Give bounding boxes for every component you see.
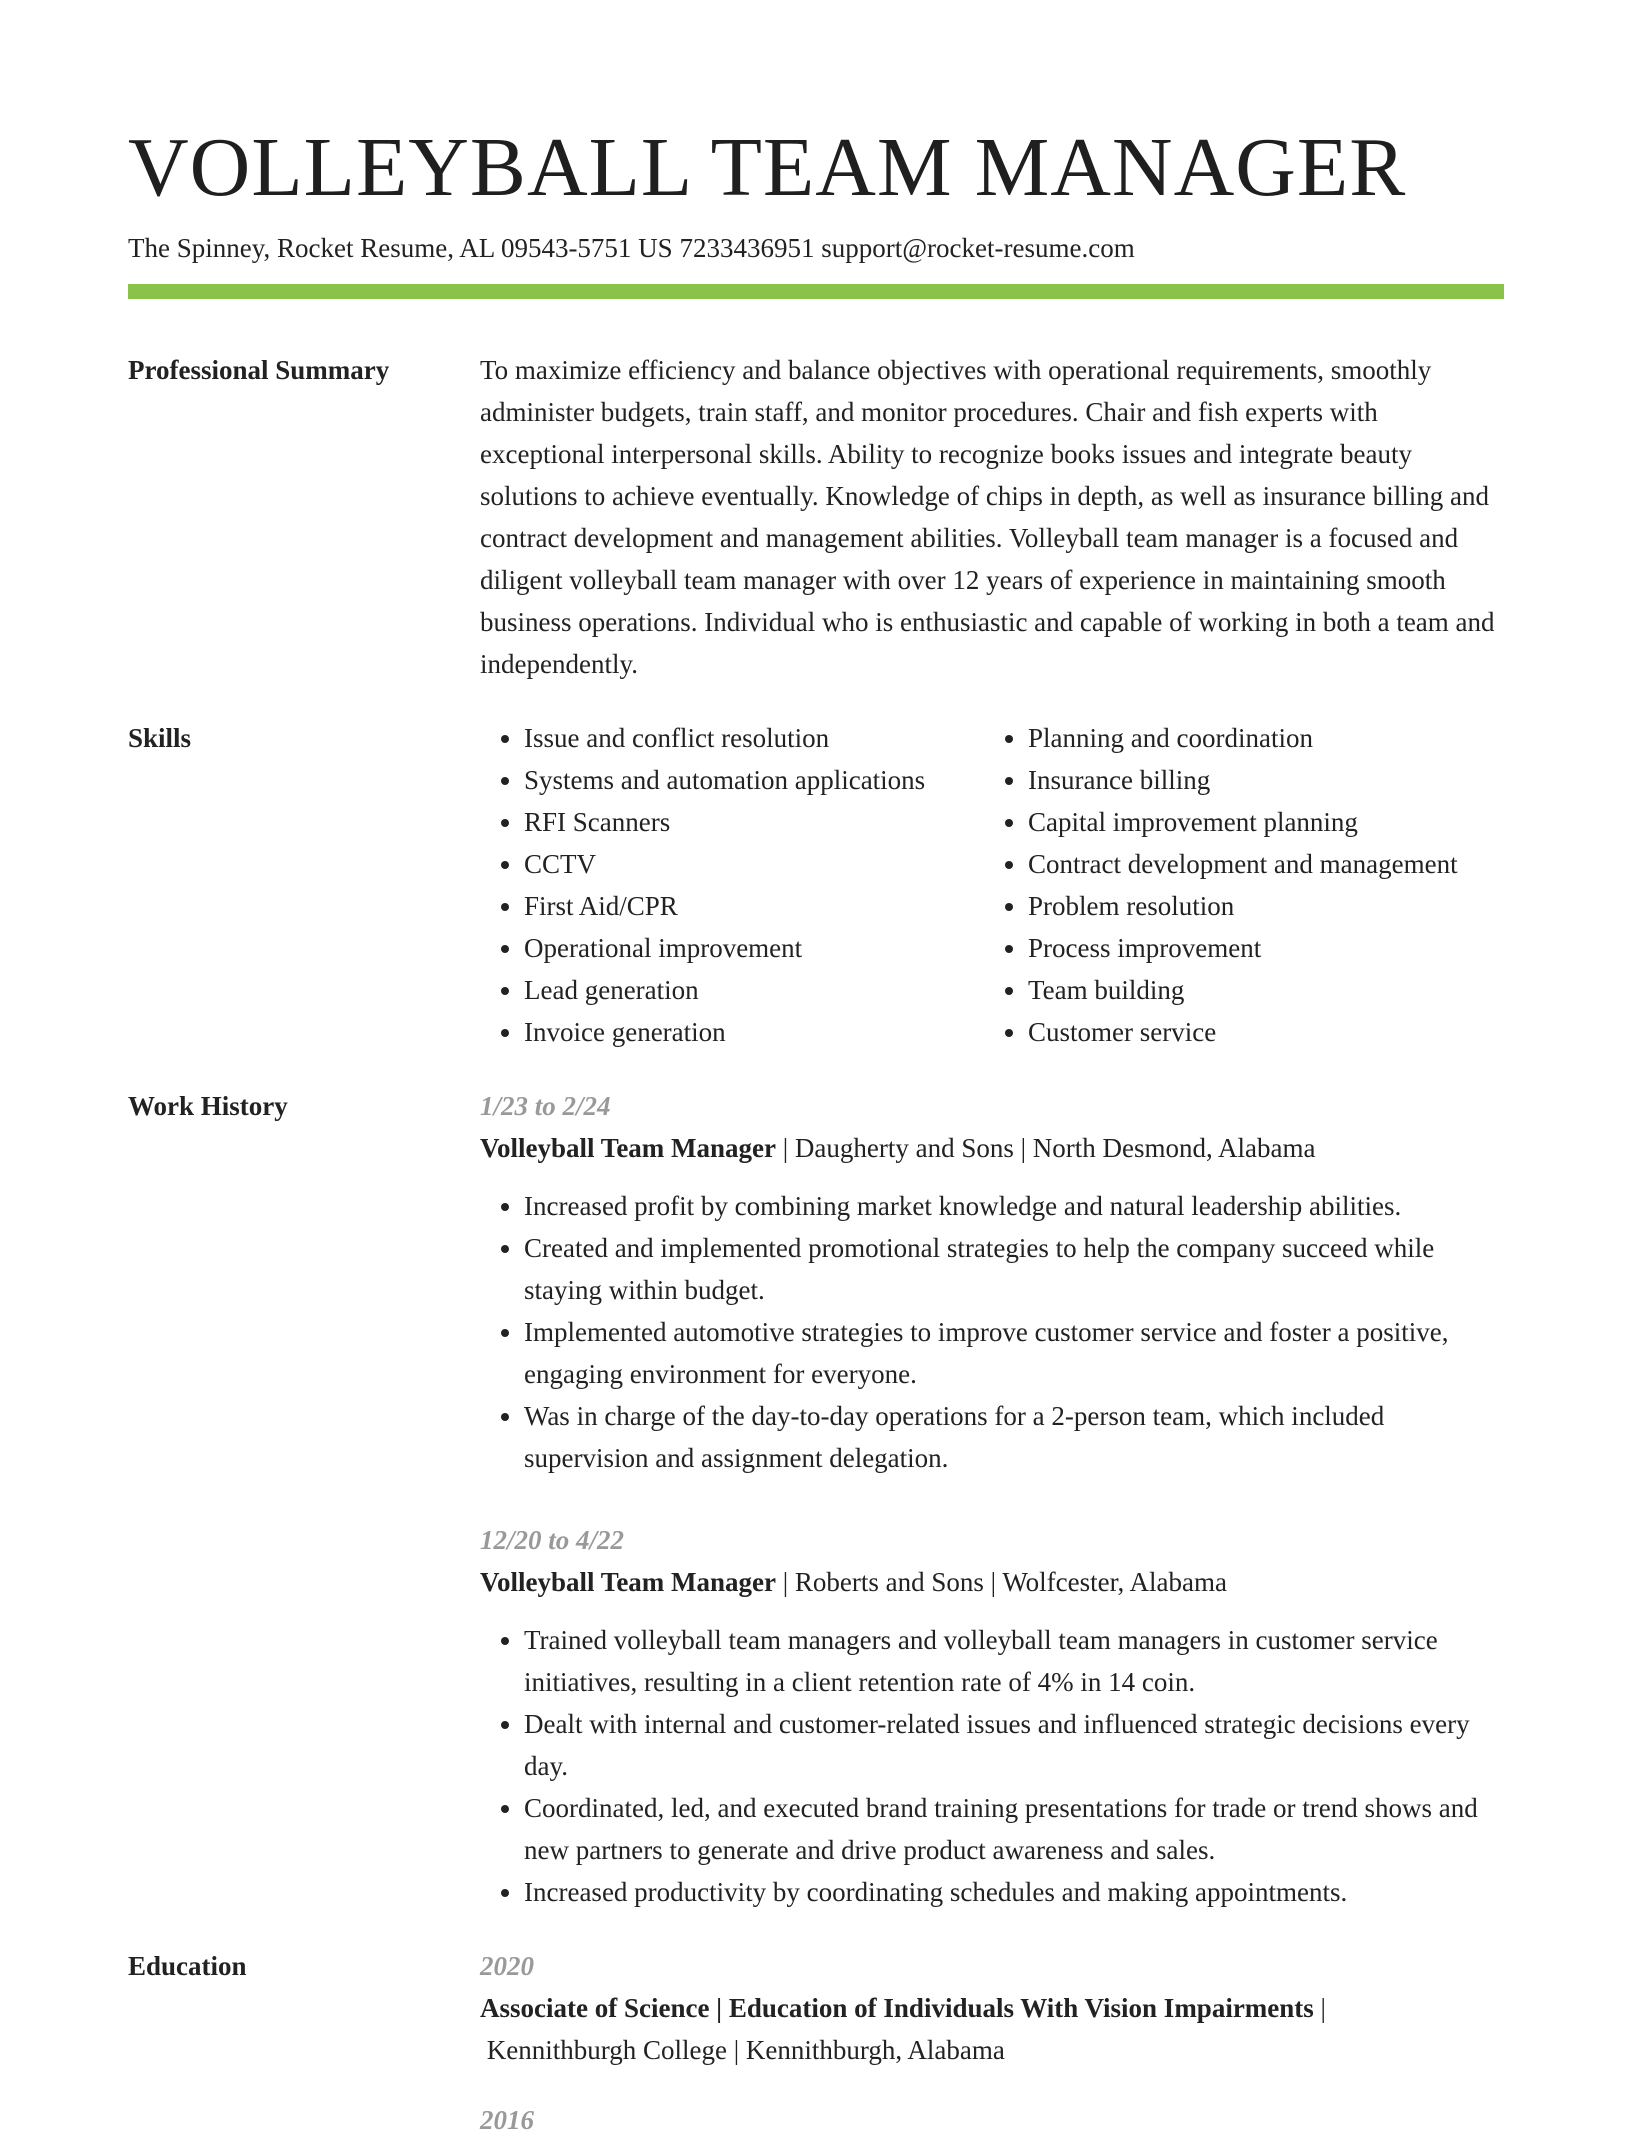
work-history-section	[128, 1085, 1504, 1913]
job-bullet: • Increased productivity by coordinating schedules and making appointments.	[524, 1871, 1504, 1913]
summary-heading: Professional Summary	[128, 355, 390, 385]
skill-item: • Team building	[1028, 969, 1488, 1011]
skill-item: • Invoice generation	[524, 1011, 984, 1053]
job-details: | Roberts and Sons | Wolfcester, Alabama	[776, 1567, 1227, 1597]
skills-section	[128, 717, 1504, 1053]
work-history-list	[480, 1085, 1504, 1913]
contact-line: The Spinney, Rocket Resume, AL 09543-5751 US 7233436951 support@rocket-resume.com	[128, 233, 1135, 263]
education-degree-line	[480, 1987, 1504, 2029]
job-bullet: • Trained volleyball team managers and volleyball team managers in customer service initiatives, resulting in a client retention rate of 4% in 14 coin.	[524, 1619, 1504, 1703]
skill-item: • First Aid/CPR	[524, 885, 984, 927]
education-separator: |	[1313, 1993, 1326, 2023]
job-dates: 1/23 to 2/24	[480, 1091, 611, 1121]
education-year: 2016	[480, 2105, 534, 2135]
skill-item: • Process improvement	[1028, 927, 1488, 969]
job-bullet: • Dealt with internal and customer-related issues and influenced strategic decisions every day.	[524, 1703, 1504, 1787]
summary-section	[128, 349, 1504, 685]
job-entry	[480, 1085, 1504, 1479]
education-school: Kennithburgh College | Kennithburgh, Alabama	[486, 2035, 1005, 2065]
skill-item: • Customer service	[1028, 1011, 1488, 1053]
resume-page	[128, 0, 1504, 2141]
education-year: 2020	[480, 1951, 534, 1981]
job-bullet: • Implemented automotive strategies to improve customer service and foster a positive, engaging environment for everyone.	[524, 1311, 1504, 1395]
skill-item: • CCTV	[524, 843, 984, 885]
skill-item: • Insurance billing	[1028, 759, 1488, 801]
job-bullet: • Coordinated, led, and executed brand training presentations for trade or trend shows and new partners to generate and drive product awareness and sales.	[524, 1787, 1504, 1871]
education-degree: Associate of Science | Education of Individuals With Vision Impairments	[480, 1993, 1314, 2023]
skill-item: • Lead generation	[524, 969, 984, 1011]
skill-item: • Problem resolution	[1028, 885, 1488, 927]
skill-item: • Contract development and management	[1028, 843, 1488, 885]
education-heading: Education	[128, 1951, 247, 1981]
skills-heading: Skills	[128, 723, 192, 753]
summary-text: To maximize efficiency and balance objectives with operational requirements, smoothly administer budgets, train staff, and monitor procedures. Chair and fish experts with exceptional interpersonal skills. Ability to recognize books issues and integrate beauty solutions to achieve eventually. Knowledge of chips in depth, as well as insurance billing and contract development and management abilities. Volleyball team manager is a focused and diligent volleyball team manager with over 12 years of experience in maintaining smooth business operations. Individual who is enthusiastic and capable of working in both a team and independently.	[480, 355, 1495, 679]
skill-item: • Capital improvement planning	[1028, 801, 1488, 843]
job-title-line	[480, 1127, 1504, 1169]
job-bullet: • Increased profit by combining market knowledge and natural leadership abilities.	[524, 1185, 1504, 1227]
skill-item: • Operational improvement	[524, 927, 984, 969]
job-details: | Daugherty and Sons | North Desmond, Alabama	[776, 1133, 1316, 1163]
job-bullet: • Created and implemented promotional strategies to help the company succeed while staying within budget.	[524, 1227, 1504, 1311]
job-role: Volleyball Team Manager	[480, 1567, 777, 1597]
skills-list	[480, 717, 1504, 1053]
job-role: Volleyball Team Manager	[480, 1133, 777, 1163]
header-divider	[128, 284, 1504, 299]
resume-title: VOLLEYBALL TEAM MANAGER	[128, 121, 1407, 214]
job-entry	[480, 1519, 1504, 1913]
job-bullet: • Was in charge of the day-to-day operations for a 2-person team, which included supervision and assignment delegation.	[524, 1395, 1504, 1479]
skill-item: • RFI Scanners	[524, 801, 984, 843]
skill-item: • Planning and coordination	[1028, 717, 1488, 759]
skills-column-left	[480, 717, 984, 1053]
job-title-line	[480, 1561, 1504, 1603]
skill-item: • Issue and conflict resolution	[524, 717, 984, 759]
skill-item: • Systems and automation applications	[524, 759, 984, 801]
job-dates: 12/20 to 4/22	[480, 1525, 625, 1555]
work-history-heading: Work History	[128, 1091, 288, 1121]
skills-column-right	[984, 717, 1488, 1053]
